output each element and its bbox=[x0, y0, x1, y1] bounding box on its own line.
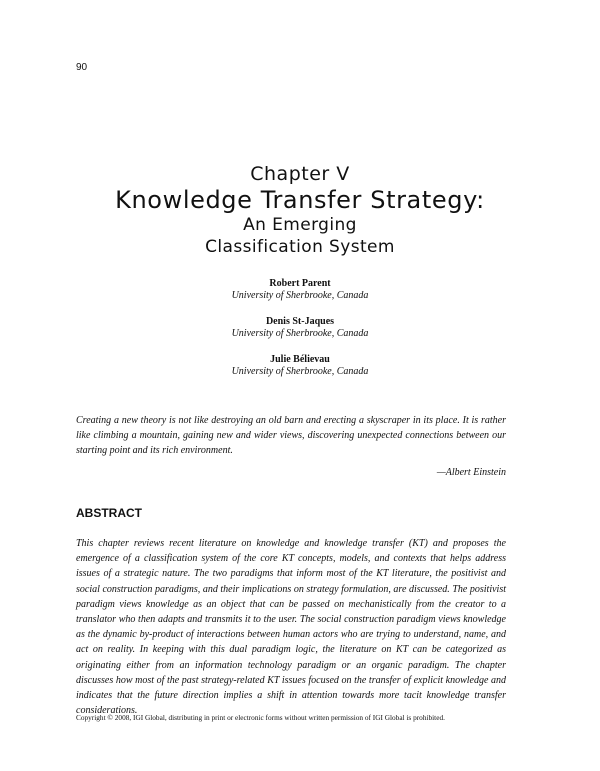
author-entry bbox=[0, 354, 600, 378]
author-affiliation: University of Sherbrooke, Canada bbox=[231, 366, 369, 377]
author-list bbox=[0, 278, 600, 392]
author-name: Julie Bélievau bbox=[270, 354, 330, 365]
author-affiliation: University of Sherbrooke, Canada bbox=[231, 290, 369, 301]
chapter-subtitle-line-1: An Emerging bbox=[243, 215, 357, 235]
chapter-heading bbox=[0, 162, 600, 258]
chapter-subtitle-line-2: Classification System bbox=[205, 237, 395, 257]
author-entry bbox=[0, 278, 600, 302]
chapter-label: Chapter V bbox=[250, 163, 350, 185]
abstract-body: This chapter reviews recent literature on knowledge and knowledge transfer (KT) and proposes the emergence of a classification system of the core KT concepts, models, and contexts that helps address issues of a strategic nature. The two paradigms that inform most of the KT literature, the positivist and social construction paradigms, and their implications on strategy formulation, are discussed. The positivist paradigm views knowledge as an object that can be passed on mechanistically from the creator to a translator who then adapts and transmits it to the user. The social construction paradigm views knowledge as the dynamic by-product of interactions between human actors who are trying to understand, name, and act on reality. In keeping with this dual paradigm logic, the literature on KT can be categorized as originating either from an information technology paradigm or an organic paradigm. The chapter discusses how most of the past strategy-related KT issues focused on the transfer of explicit knowledge and indicates that the future direction implies a shift in attention towards more tacit knowledge transfer considerations. bbox=[76, 538, 506, 717]
chapter-title: Knowledge Transfer Strategy: bbox=[115, 186, 485, 214]
author-name: Denis St-Jaques bbox=[265, 316, 335, 327]
epigraph-quote: Creating a new theory is not like destroying an old barn and erecting a skyscraper in its place. It is rather like climbing a mountain, gaining new and wider views, discovering unexpected connections between our starting point and its rich environment. bbox=[76, 415, 506, 456]
author-entry bbox=[0, 316, 600, 340]
abstract-heading: ABSTRACT bbox=[76, 506, 142, 520]
author-name: Robert Parent bbox=[269, 278, 331, 289]
copyright-footer: Copyright © 2008, IGI Global, distributing in print or electronic forms without written permission of IGI Global is prohibited. bbox=[76, 713, 445, 722]
author-affiliation: University of Sherbrooke, Canada bbox=[231, 328, 369, 339]
page-number: 90 bbox=[76, 62, 88, 73]
epigraph-attribution: —Albert Einstein bbox=[436, 467, 506, 478]
